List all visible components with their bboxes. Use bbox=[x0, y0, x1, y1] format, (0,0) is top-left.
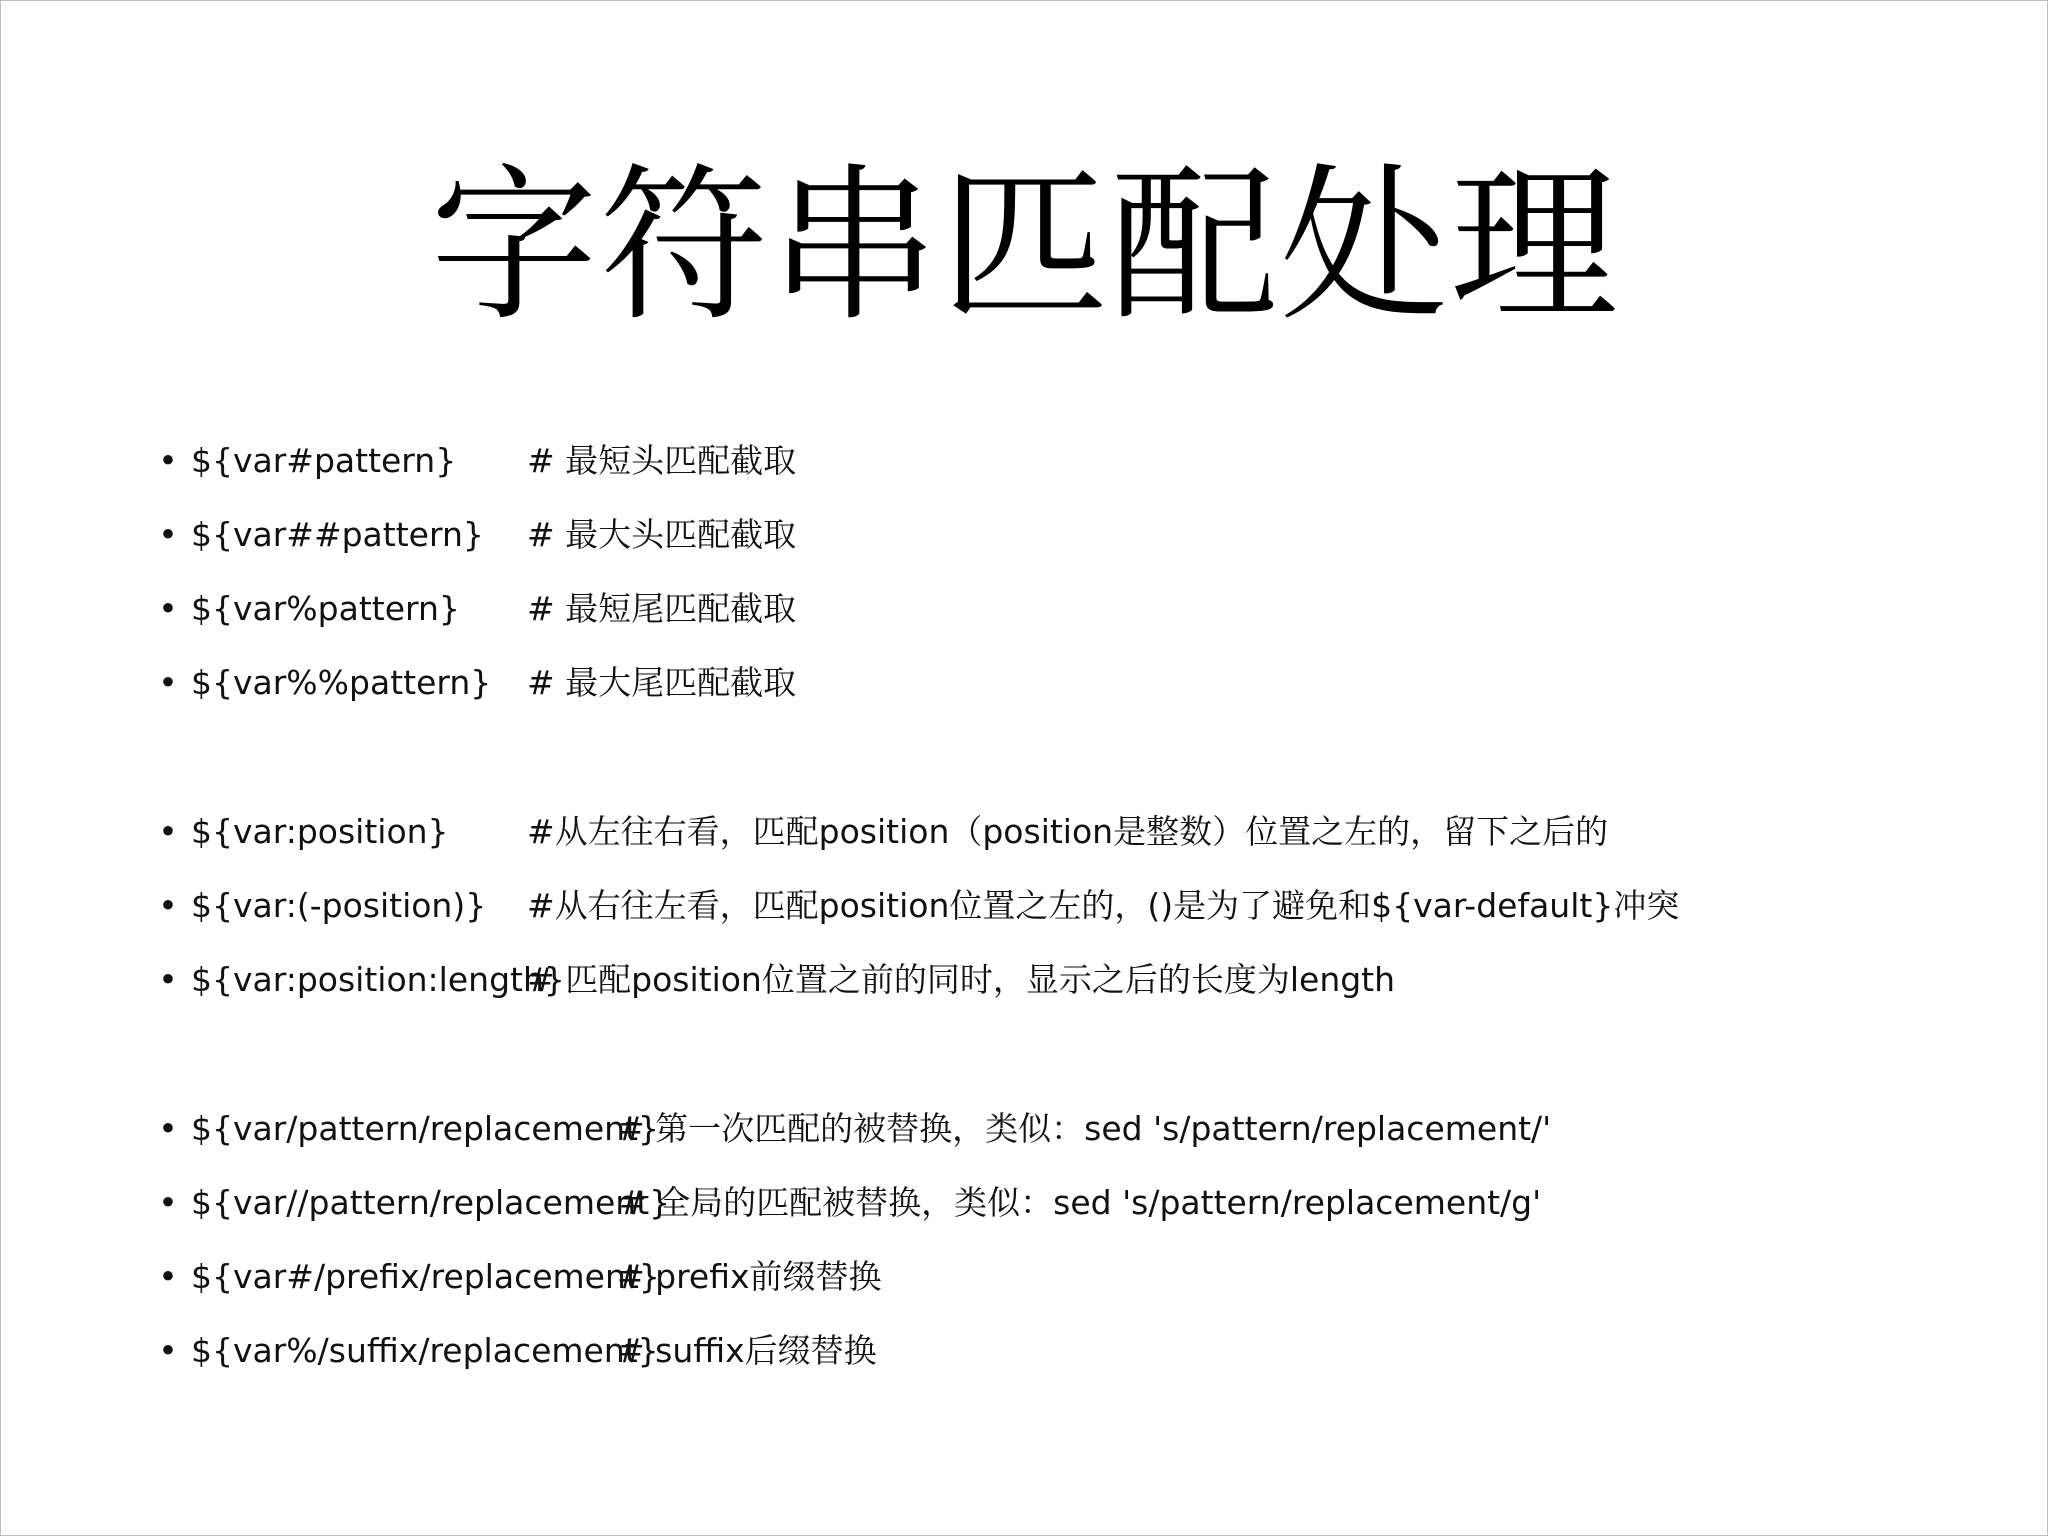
comment-text: # 最短尾匹配截取 bbox=[527, 589, 797, 628]
bullet-dot: • bbox=[158, 515, 178, 554]
comment-text: # 全局的匹配被替换，类似：sed 's/pattern/replacement/g' bbox=[619, 1183, 1542, 1222]
code-expression: ${var:position} bbox=[191, 812, 449, 851]
comment-text: # 匹配position位置之前的同时，显示之后的长度为length bbox=[527, 960, 1396, 999]
slide-title: 字符串匹配处理 bbox=[430, 148, 1620, 344]
bullet-dot: • bbox=[158, 441, 178, 480]
code-expression: ${var%/suffix/replacement} bbox=[191, 1331, 659, 1370]
bullet-dot: • bbox=[158, 589, 178, 628]
code-expression: ${var/pattern/replacement} bbox=[191, 1109, 660, 1148]
comment-text: #从右往左看，匹配position位置之左的，()是为了避免和${var-default}冲突 bbox=[527, 886, 1680, 925]
list-item bbox=[1, 1247, 2048, 1307]
code-expression: ${var:(-position)} bbox=[191, 886, 487, 925]
list-item bbox=[1, 1099, 2048, 1159]
bullet-dot: • bbox=[158, 663, 178, 702]
list-item bbox=[1, 802, 2048, 862]
bullet-dot: • bbox=[158, 1331, 178, 1370]
code-expression: ${var#/prefix/replacement} bbox=[191, 1257, 660, 1296]
comment-text: # 第一次匹配的被替换，类似：sed 's/pattern/replacement/' bbox=[617, 1109, 1552, 1148]
comment-text: #从左往右看，匹配position（position是整数）位置之左的，留下之后的 bbox=[527, 812, 1609, 851]
list-item bbox=[1, 505, 2048, 565]
code-expression: ${var##pattern} bbox=[191, 515, 484, 554]
bullet-dot: • bbox=[158, 960, 178, 999]
code-expression: ${var#pattern} bbox=[191, 441, 457, 480]
comment-text: # suffix后缀替换 bbox=[617, 1331, 877, 1370]
code-expression: ${var//pattern/replacement} bbox=[191, 1183, 671, 1222]
bullet-dot: • bbox=[158, 1183, 178, 1222]
bullet-dot: • bbox=[158, 886, 178, 925]
list-item bbox=[1, 431, 2048, 491]
comment-text: # 最大头匹配截取 bbox=[527, 515, 797, 554]
bullet-dot: • bbox=[158, 1109, 178, 1148]
list-item bbox=[1, 653, 2048, 713]
comment-text: # prefix前缀替换 bbox=[617, 1257, 882, 1296]
comment-text: # 最大尾匹配截取 bbox=[527, 663, 797, 702]
list-item bbox=[1, 1321, 2048, 1381]
bullet-dot: • bbox=[158, 812, 178, 851]
list-item bbox=[1, 950, 2048, 1010]
code-expression: ${var%%pattern} bbox=[191, 663, 492, 702]
list-item bbox=[1, 579, 2048, 639]
list-item bbox=[1, 876, 2048, 936]
code-expression: ${var%pattern} bbox=[191, 589, 460, 628]
comment-text: # 最短头匹配截取 bbox=[527, 441, 797, 480]
code-expression: ${var:position:length} bbox=[191, 960, 565, 999]
list-item bbox=[1, 1173, 2048, 1233]
bullet-dot: • bbox=[158, 1257, 178, 1296]
